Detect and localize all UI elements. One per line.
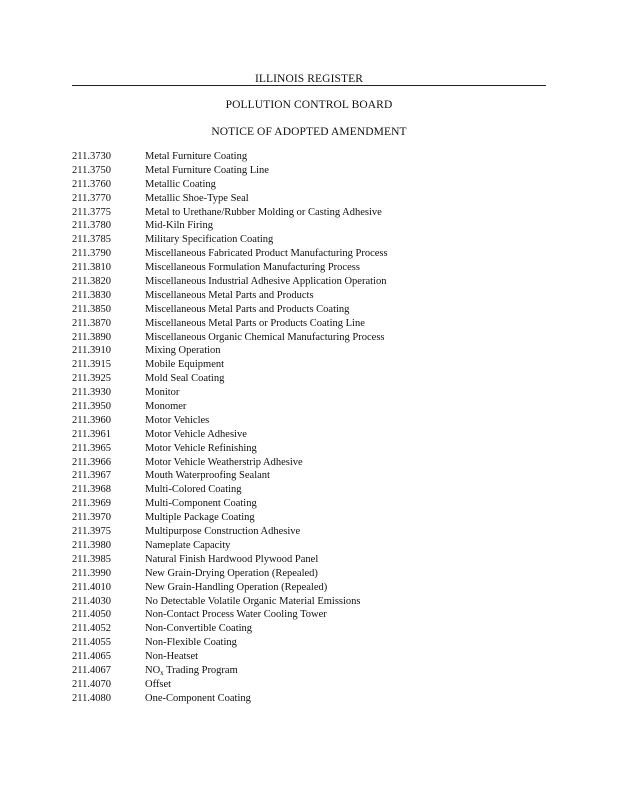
section-title: Mouth Waterproofing Sealant bbox=[145, 470, 270, 482]
section-title: Monomer bbox=[145, 401, 187, 413]
section-entry bbox=[72, 206, 546, 220]
section-number: 211.3975 bbox=[72, 526, 111, 538]
section-entry bbox=[72, 150, 546, 164]
section-number: 211.4080 bbox=[72, 692, 111, 704]
section-number: 211.3910 bbox=[72, 345, 111, 357]
section-number: 211.3850 bbox=[72, 303, 111, 315]
section-entry bbox=[72, 525, 546, 539]
section-title: Military Specification Coating bbox=[145, 234, 274, 246]
section-number: 211.4052 bbox=[72, 623, 111, 635]
section-entry bbox=[72, 164, 546, 178]
section-entry bbox=[72, 608, 546, 622]
section-title: Miscellaneous Fabricated Product Manufacturing Process bbox=[145, 248, 388, 260]
section-title: Non-Contact Process Water Cooling Tower bbox=[145, 609, 327, 621]
section-entry bbox=[72, 192, 546, 206]
section-entry bbox=[72, 595, 546, 609]
section-number: 211.3820 bbox=[72, 276, 111, 288]
section-entry bbox=[72, 344, 546, 358]
section-number: 211.3790 bbox=[72, 248, 111, 260]
section-title: Offset bbox=[145, 678, 172, 690]
section-number: 211.3750 bbox=[72, 164, 111, 176]
section-entry bbox=[72, 442, 546, 456]
section-number: 211.3780 bbox=[72, 220, 111, 232]
section-title: Motor Vehicle Adhesive bbox=[145, 428, 247, 440]
section-number: 211.3985 bbox=[72, 553, 111, 565]
section-number: 211.4030 bbox=[72, 595, 111, 607]
section-entry bbox=[72, 511, 546, 525]
board-title: POLLUTION CONTROL BOARD bbox=[225, 99, 393, 111]
section-title: Non-Heatset bbox=[145, 651, 199, 663]
section-number: 211.3968 bbox=[72, 484, 111, 496]
section-number: 211.3915 bbox=[72, 359, 111, 371]
section-entry bbox=[72, 650, 546, 664]
section-number: 211.3960 bbox=[72, 414, 111, 426]
section-entry bbox=[72, 622, 546, 636]
section-entry bbox=[72, 275, 546, 289]
section-title bbox=[145, 664, 546, 678]
section-number: 211.3969 bbox=[72, 498, 111, 510]
section-number: 211.3830 bbox=[72, 289, 111, 301]
section-number: 211.4010 bbox=[72, 581, 111, 593]
section-number: 211.3890 bbox=[72, 331, 111, 343]
section-entry bbox=[72, 261, 546, 275]
section-number: 211.3950 bbox=[72, 401, 111, 413]
section-number: 211.4050 bbox=[72, 609, 111, 621]
section-number: 211.3810 bbox=[72, 262, 111, 274]
section-entry bbox=[72, 567, 546, 581]
section-number: 211.4065 bbox=[72, 651, 111, 663]
section-title: Miscellaneous Organic Chemical Manufacturing Process bbox=[145, 331, 385, 343]
section-title: Metallic Shoe-Type Seal bbox=[145, 192, 249, 204]
section-entry bbox=[72, 414, 546, 428]
title-prefix: NO bbox=[145, 664, 161, 676]
section-entry bbox=[72, 289, 546, 303]
section-entry bbox=[72, 692, 546, 706]
section-title: Metal to Urethane/Rubber Molding or Casting Adhesive bbox=[145, 206, 382, 218]
section-entry bbox=[72, 581, 546, 595]
section-title: Miscellaneous Metal Parts or Products Coating Line bbox=[145, 317, 365, 329]
section-entry bbox=[72, 178, 546, 192]
section-entry bbox=[72, 386, 546, 400]
section-entry bbox=[72, 331, 546, 345]
section-entry bbox=[72, 219, 546, 233]
section-number: 211.4067 bbox=[72, 664, 111, 676]
section-title: Multipurpose Construction Adhesive bbox=[145, 526, 301, 538]
section-title: Motor Vehicle Weatherstrip Adhesive bbox=[145, 456, 303, 468]
section-entry bbox=[72, 233, 546, 247]
section-number: 211.4070 bbox=[72, 678, 111, 690]
section-entry bbox=[72, 303, 546, 317]
section-title: Mid-Kiln Firing bbox=[145, 220, 213, 232]
section-entry bbox=[72, 469, 546, 483]
section-title: No Detectable Volatile Organic Material Emissions bbox=[145, 595, 361, 607]
section-entry bbox=[72, 247, 546, 261]
section-title: Mixing Operation bbox=[145, 345, 221, 357]
section-number: 211.3980 bbox=[72, 539, 111, 551]
section-entry bbox=[72, 497, 546, 511]
section-entry bbox=[72, 400, 546, 414]
notice-title: NOTICE OF ADOPTED AMENDMENT bbox=[211, 126, 407, 138]
section-number: 211.3961 bbox=[72, 428, 111, 440]
section-number: 211.4055 bbox=[72, 637, 111, 649]
section-title: Motor Vehicle Refinishing bbox=[145, 442, 257, 454]
section-number: 211.3967 bbox=[72, 470, 111, 482]
section-number: 211.3966 bbox=[72, 456, 111, 468]
section-entry bbox=[72, 428, 546, 442]
section-number: 211.3785 bbox=[72, 234, 111, 246]
section-entry bbox=[72, 664, 546, 678]
section-title: Motor Vehicles bbox=[145, 414, 210, 426]
title-subscript: x bbox=[160, 668, 164, 677]
section-title: Non-Convertible Coating bbox=[145, 623, 253, 635]
section-title: Monitor bbox=[145, 387, 180, 399]
section-title: Nameplate Capacity bbox=[145, 539, 231, 551]
section-number: 211.3970 bbox=[72, 512, 111, 524]
title-suffix: Trading Program bbox=[163, 664, 238, 676]
section-title: Metal Furniture Coating bbox=[145, 151, 248, 162]
register-title: ILLINOIS REGISTER bbox=[254, 73, 364, 85]
section-entry bbox=[72, 317, 546, 331]
section-title: Metallic Coating bbox=[145, 178, 216, 190]
section-number: 211.3760 bbox=[72, 178, 111, 190]
section-title: Mold Seal Coating bbox=[145, 373, 225, 385]
section-title: New Grain-Handling Operation (Repealed) bbox=[145, 581, 328, 593]
section-title: Natural Finish Hardwood Plywood Panel bbox=[145, 553, 319, 565]
section-title: Multiple Package Coating bbox=[145, 512, 255, 524]
section-title: Non-Flexible Coating bbox=[145, 637, 237, 649]
section-entry bbox=[72, 636, 546, 650]
section-entry bbox=[72, 456, 546, 470]
section-title: Miscellaneous Metal Parts and Products Coating bbox=[145, 303, 350, 315]
section-title: Multi-Colored Coating bbox=[145, 484, 242, 496]
section-entry bbox=[72, 483, 546, 497]
section-number: 211.3775 bbox=[72, 206, 111, 218]
section-title: Mobile Equipment bbox=[145, 359, 225, 371]
section-entry bbox=[72, 372, 546, 386]
section-number: 211.3730 bbox=[72, 151, 111, 162]
section-title: Metal Furniture Coating Line bbox=[145, 164, 269, 176]
section-title: Multi-Component Coating bbox=[145, 498, 257, 510]
section-entry bbox=[72, 678, 546, 692]
section-number: 211.3770 bbox=[72, 192, 111, 204]
section-title: One-Component Coating bbox=[145, 692, 251, 704]
section-number: 211.3930 bbox=[72, 387, 111, 399]
header-rule bbox=[72, 85, 546, 86]
section-title: Miscellaneous Industrial Adhesive Application Operation bbox=[145, 276, 387, 288]
section-list bbox=[72, 150, 546, 706]
section-entry bbox=[72, 539, 546, 553]
section-title: Miscellaneous Metal Parts and Products bbox=[145, 289, 314, 301]
section-entry bbox=[72, 553, 546, 567]
section-title: New Grain-Drying Operation (Repealed) bbox=[145, 567, 318, 579]
section-number: 211.3990 bbox=[72, 567, 111, 579]
section-number: 211.3925 bbox=[72, 373, 111, 385]
section-title: Miscellaneous Formulation Manufacturing Process bbox=[145, 262, 360, 274]
section-number: 211.3870 bbox=[72, 317, 111, 329]
section-entry bbox=[72, 358, 546, 372]
section-number: 211.3965 bbox=[72, 442, 111, 454]
